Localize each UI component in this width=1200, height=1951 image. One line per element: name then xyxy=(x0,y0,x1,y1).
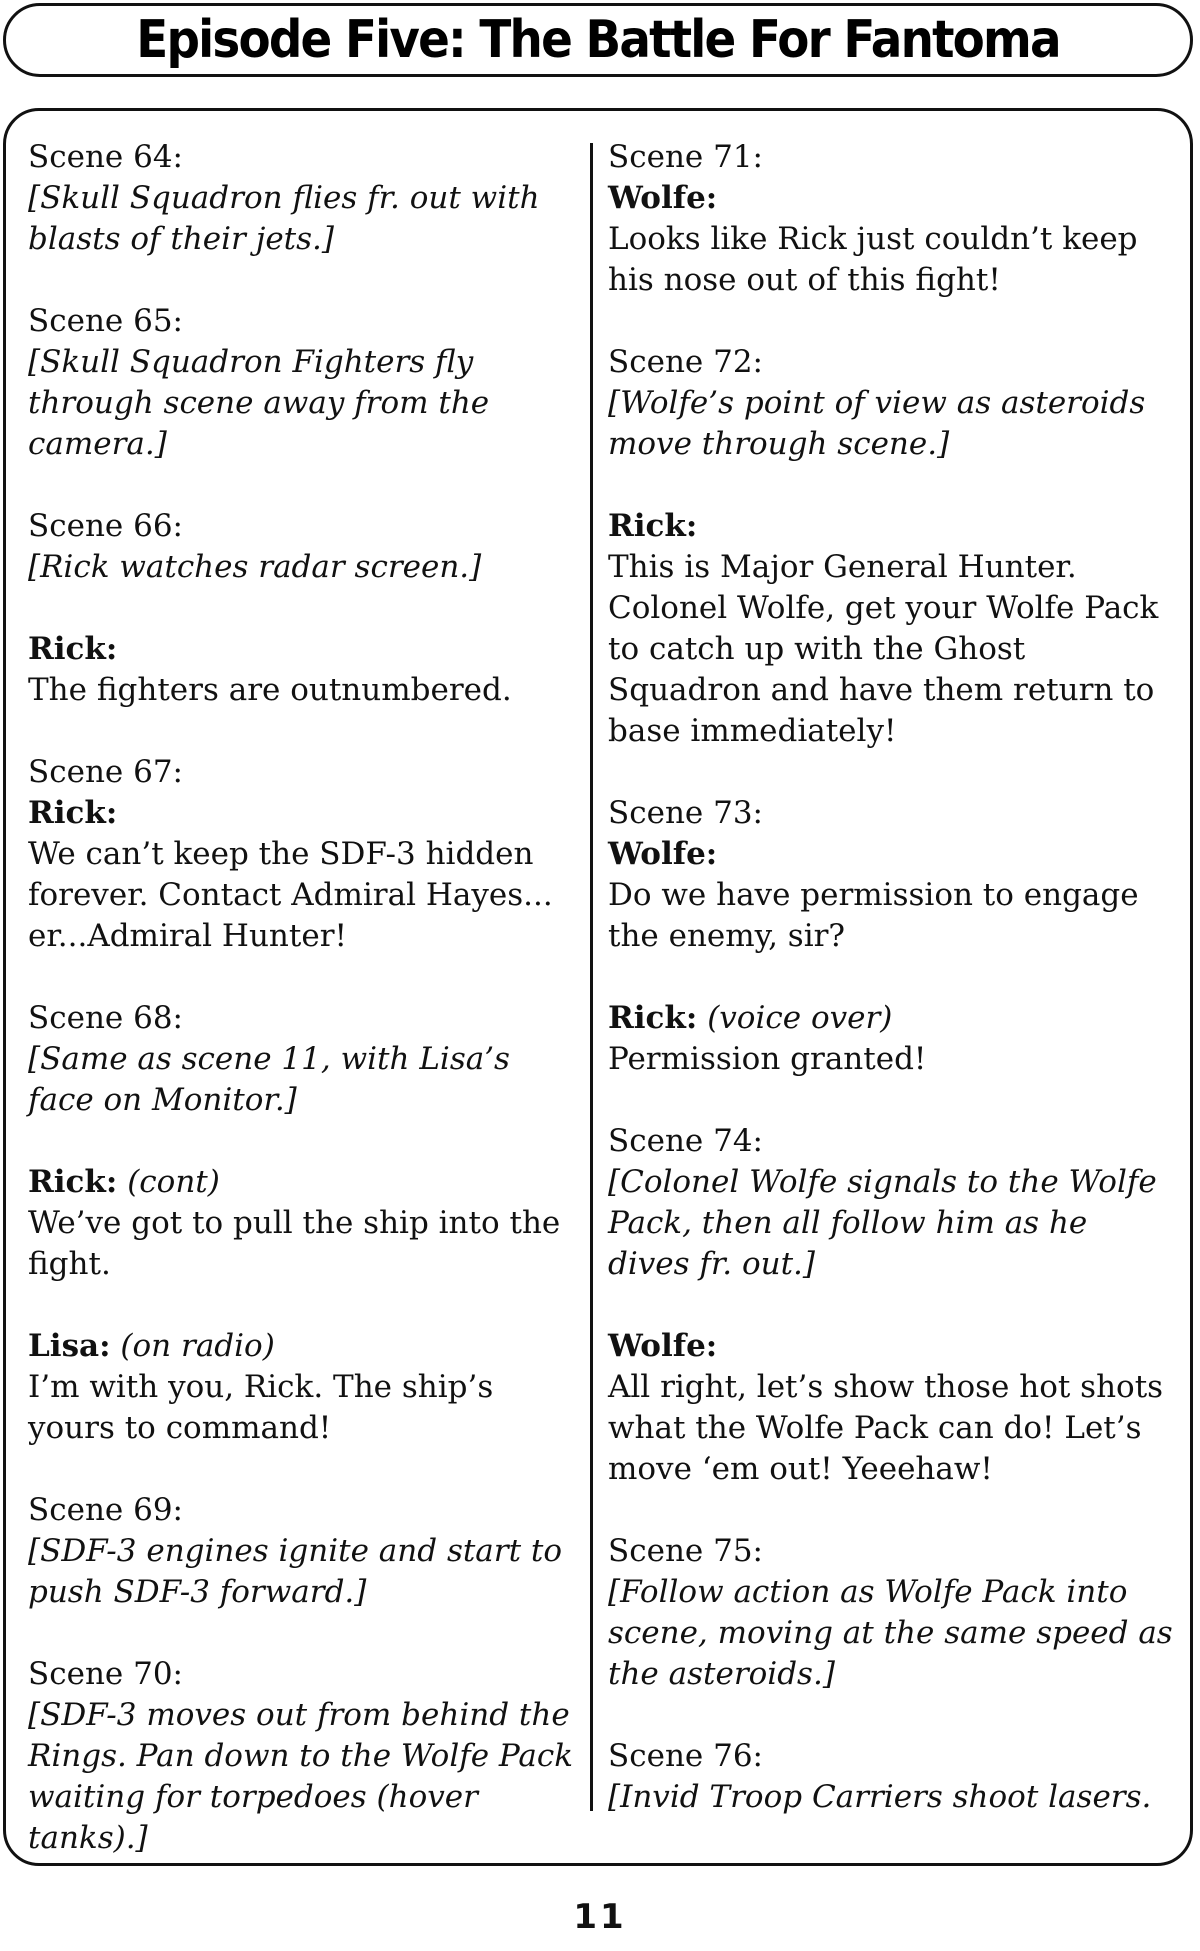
script-block xyxy=(608,506,1178,752)
scene-heading: Scene 64: xyxy=(28,139,183,175)
script-block xyxy=(608,1121,1178,1285)
dialogue-line: The fighters are outnumbered. xyxy=(28,672,512,708)
stage-direction: [Same as scene 11, with Lisa’s face on Monitor.] xyxy=(28,1041,510,1118)
left-column xyxy=(28,137,583,1900)
dialogue-line: This is Major General Hunter. Colonel Wolfe, get your Wolfe Pack to catch up with the Ghost Squadron and have them return to base immediately! xyxy=(608,549,1159,749)
speaker-line xyxy=(28,629,583,670)
scene-heading: Scene 75: xyxy=(608,1533,763,1569)
scene-heading: Scene 72: xyxy=(608,344,763,380)
speaker-name: Rick: xyxy=(28,1164,118,1200)
script-block xyxy=(608,342,1178,465)
stage-direction: [Follow action as Wolfe Pack into scene, moving at the same speed as the asteroids.] xyxy=(608,1574,1173,1692)
speaker-line xyxy=(28,1326,583,1367)
script-block xyxy=(608,793,1178,957)
dialogue-line: Looks like Rick just couldn’t keep his nose out of this fight! xyxy=(608,221,1138,298)
right-column xyxy=(608,137,1178,1859)
speaker-note: (on radio) xyxy=(110,1328,275,1364)
stage-direction: [SDF-3 moves out from behind the Rings. Pan down to the Wolfe Pack waiting for torpedoes (hover tanks).] xyxy=(28,1697,574,1856)
script-block xyxy=(28,301,583,465)
speaker-line xyxy=(608,178,1178,219)
stage-direction: [Skull Squadron flies fr. out with blasts of their jets.] xyxy=(28,180,540,257)
speaker-name: Wolfe: xyxy=(608,180,718,216)
scene-heading: Scene 69: xyxy=(28,1492,183,1528)
speaker-line xyxy=(608,506,1178,547)
dialogue-line: I’m with you, Rick. The ship’s yours to command! xyxy=(28,1369,494,1446)
script-block xyxy=(28,1326,583,1449)
scene-heading: Scene 66: xyxy=(28,508,183,544)
column-divider xyxy=(590,143,593,1811)
scene-heading: Scene 73: xyxy=(608,795,763,831)
scene-heading: Scene 71: xyxy=(608,139,763,175)
speaker-name: Rick: xyxy=(28,631,118,667)
stage-direction: [Skull Squadron Fighters fly through scene away from the camera.] xyxy=(28,344,490,462)
script-block xyxy=(608,1736,1178,1818)
script-block xyxy=(28,506,583,588)
speaker-line xyxy=(28,1162,583,1203)
speaker-line xyxy=(608,998,1178,1039)
dialogue-line: We’ve got to pull the ship into the fight. xyxy=(28,1205,561,1282)
script-block xyxy=(28,752,583,957)
speaker-name: Lisa: xyxy=(28,1328,111,1364)
script-block xyxy=(608,137,1178,301)
dialogue-line: Permission granted! xyxy=(608,1041,927,1077)
script-block xyxy=(28,1654,583,1859)
script-block xyxy=(28,998,583,1121)
scene-heading: Scene 68: xyxy=(28,1000,183,1036)
speaker-name: Rick: xyxy=(608,1000,698,1036)
page-title: Episode Five: The Battle For Fantoma xyxy=(136,10,1060,70)
script-block xyxy=(608,998,1178,1080)
stage-direction: [Invid Troop Carriers shoot lasers. xyxy=(608,1779,1152,1815)
page-number: 11 xyxy=(573,1897,627,1937)
scene-heading: Scene 76: xyxy=(608,1738,763,1774)
dialogue-line: All right, let’s show those hot shots what the Wolfe Pack can do! Let’s move ‘em out! Yeeehaw! xyxy=(608,1369,1164,1487)
speaker-note: (cont) xyxy=(117,1164,220,1200)
script-block xyxy=(28,1490,583,1613)
speaker-name: Rick: xyxy=(28,795,118,831)
speaker-note: (voice over) xyxy=(697,1000,893,1036)
stage-direction: [SDF-3 engines ignite and start to push SDF-3 forward.] xyxy=(28,1533,563,1610)
script-block xyxy=(28,629,583,711)
speaker-name: Wolfe: xyxy=(608,1328,718,1364)
speaker-line xyxy=(28,793,583,834)
speaker-line xyxy=(608,834,1178,875)
title-banner xyxy=(3,3,1193,77)
speaker-line xyxy=(608,1326,1178,1367)
dialogue-line: Do we have permission to engage the enemy, sir? xyxy=(608,877,1139,954)
scene-heading: Scene 70: xyxy=(28,1656,183,1692)
scene-heading: Scene 74: xyxy=(608,1123,763,1159)
dialogue-line: We can’t keep the SDF-3 hidden forever. Contact Admiral Hayes... er...Admiral Hunter! xyxy=(28,836,553,954)
speaker-name: Wolfe: xyxy=(608,836,718,872)
script-block xyxy=(28,1162,583,1285)
stage-direction: [Colonel Wolfe signals to the Wolfe Pack, then all follow him as he dives fr. out.] xyxy=(608,1164,1157,1282)
scene-heading: Scene 67: xyxy=(28,754,183,790)
script-block xyxy=(28,137,583,260)
stage-direction: [Rick watches radar screen.] xyxy=(28,549,482,585)
stage-direction: [Wolfe’s point of view as asteroids move through scene.] xyxy=(608,385,1146,462)
script-block xyxy=(608,1531,1178,1695)
scene-heading: Scene 65: xyxy=(28,303,183,339)
speaker-name: Rick: xyxy=(608,508,698,544)
script-block xyxy=(608,1326,1178,1490)
